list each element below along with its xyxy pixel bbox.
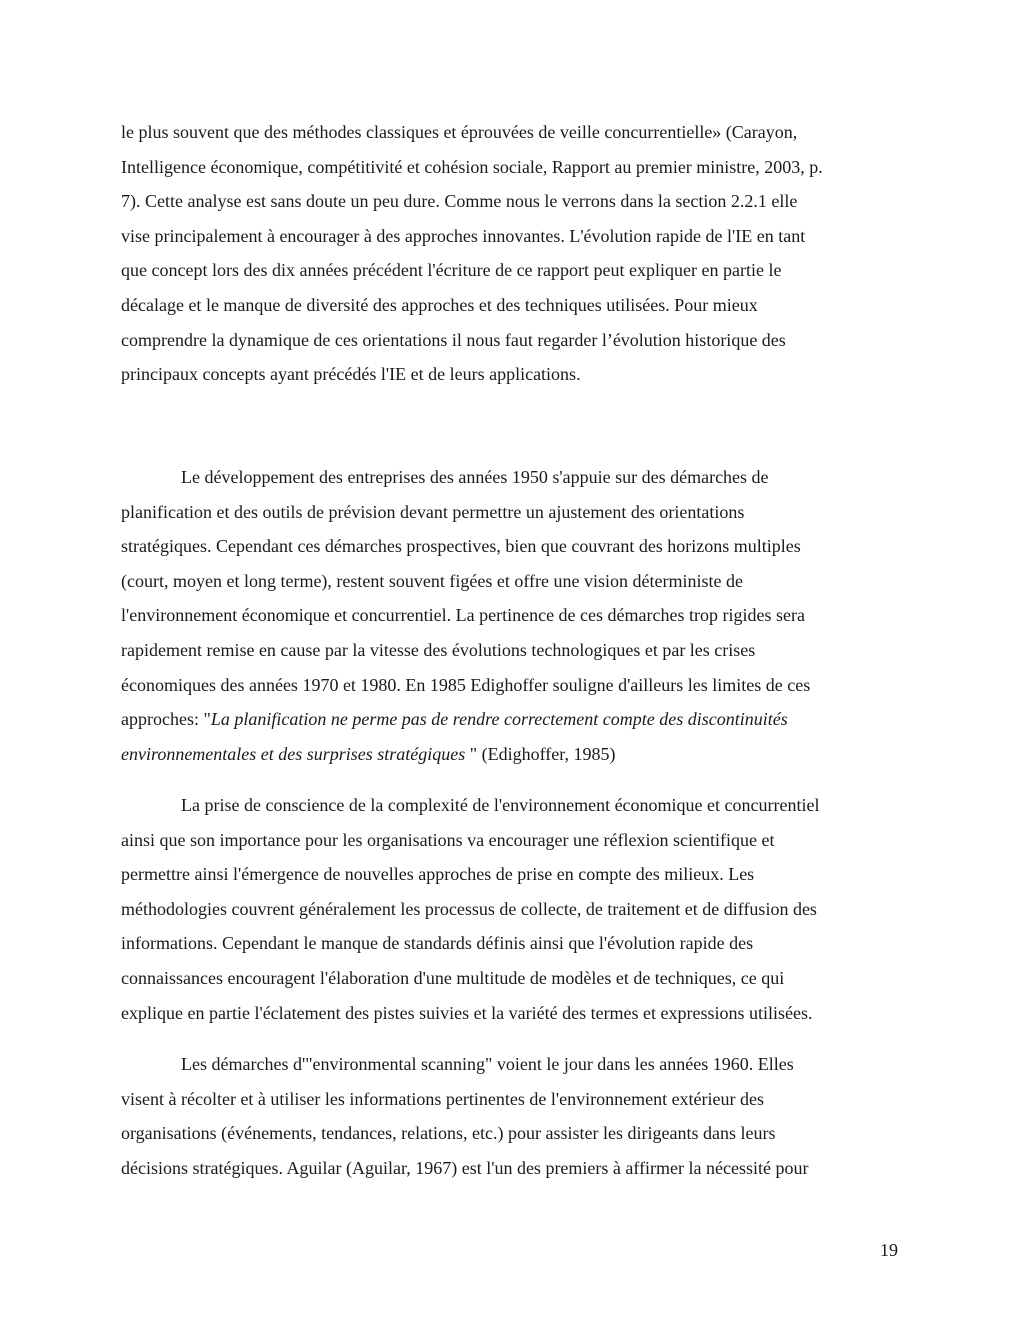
- quote-italic: La planification ne perme pas de rendre correctement compte des discontinuités: [210, 709, 788, 730]
- text-line: connaissances encouragent l'élaboration d'une multitude de modèles et de techniques, ce qui: [121, 967, 785, 988]
- text-line: décisions stratégiques. Aguilar (Aguilar, 1967) est l'un des premiers à affirmer la nécessité pour: [121, 1157, 809, 1178]
- text-line: organisations (événements, tendances, relations, etc.) pour assister les dirigeants dans leurs: [121, 1123, 776, 1144]
- quote-end-line: [121, 737, 911, 772]
- text-line: comprendre la dynamique de ces orientations il nous faut regarder l’évolution historique des: [121, 329, 786, 350]
- text-line: planification et des outils de prévision devant permettre un ajustement des orientations: [121, 501, 745, 522]
- text-line: Intelligence économique, compétitivité et cohésion sociale, Rapport au premier ministre, 2003, p.: [121, 156, 823, 177]
- paragraph-4: [121, 1047, 911, 1185]
- text-line: vise principalement à encourager à des approches innovantes. L'évolution rapide de l'IE en tant: [121, 225, 806, 246]
- text-line: La prise de conscience de la complexité de l'environnement économique et concurrentiel: [181, 795, 820, 815]
- quote-prefix: approches: ": [121, 709, 211, 730]
- text-line: Le développement des entreprises des années 1950 s'appuie sur des démarches de: [181, 467, 769, 487]
- text-line: Les démarches d'"environmental scanning" voient le jour dans les années 1960. Elles: [181, 1054, 794, 1074]
- text-line: 7). Cette analyse est sans doute un peu dure. Comme nous le verrons dans la section 2.2.1 elle: [121, 191, 798, 212]
- quote-italic-end: environnementales et des surprises stratégiques: [121, 743, 466, 764]
- citation: " (Edighoffer, 1985): [465, 743, 616, 764]
- text-line: visent à récolter et à utiliser les informations pertinentes de l'environnement extérieur des: [121, 1088, 765, 1109]
- text-line: ainsi que son importance pour les organisations va encourager une réflexion scientifique et: [121, 829, 775, 850]
- text-line: (court, moyen et long terme), restent souvent figées et offre une vision déterministe de: [121, 570, 743, 591]
- text-line: décalage et le manque de diversité des approches et des techniques utilisées. Pour mieux: [121, 294, 758, 315]
- text-line: le plus souvent que des méthodes classiques et éprouvées de veille concurrentielle» (Carayon,: [121, 122, 798, 142]
- text-line: principaux concepts ayant précédés l'IE et de leurs applications.: [121, 364, 581, 385]
- text-line: économiques des années 1970 et 1980. En 1985 Edighoffer souligne d'ailleurs les limites de ces: [121, 674, 811, 695]
- text-line: explique en partie l'éclatement des pistes suivies et la variété des termes et expressions utilisées.: [121, 1002, 813, 1023]
- paragraph-2: [121, 460, 911, 771]
- paragraph-3: [121, 788, 911, 1030]
- text-line: informations. Cependant le manque de standards définis ainsi que l'évolution rapide des: [121, 933, 754, 954]
- text-line: permettre ainsi l'émergence de nouvelles approches de prise en compte des milieux. Les: [121, 864, 755, 885]
- quote-line: [121, 702, 911, 737]
- text-line: méthodologies couvrent généralement les processus de collecte, de traitement et de diffusion des: [121, 898, 817, 919]
- text-line: que concept lors des dix années précédent l'écriture de ce rapport peut expliquer en partie le: [121, 260, 782, 281]
- text-line: rapidement remise en cause par la vitesse des évolutions technologiques et par les crises: [121, 639, 756, 660]
- text-line: l'environnement économique et concurrentiel. La pertinence de ces démarches trop rigides sera: [121, 605, 805, 626]
- text-line: stratégiques. Cependant ces démarches prospectives, bien que couvrant des horizons multiples: [121, 536, 801, 557]
- paragraph-1: [121, 115, 911, 392]
- page-number: 19: [880, 1240, 898, 1260]
